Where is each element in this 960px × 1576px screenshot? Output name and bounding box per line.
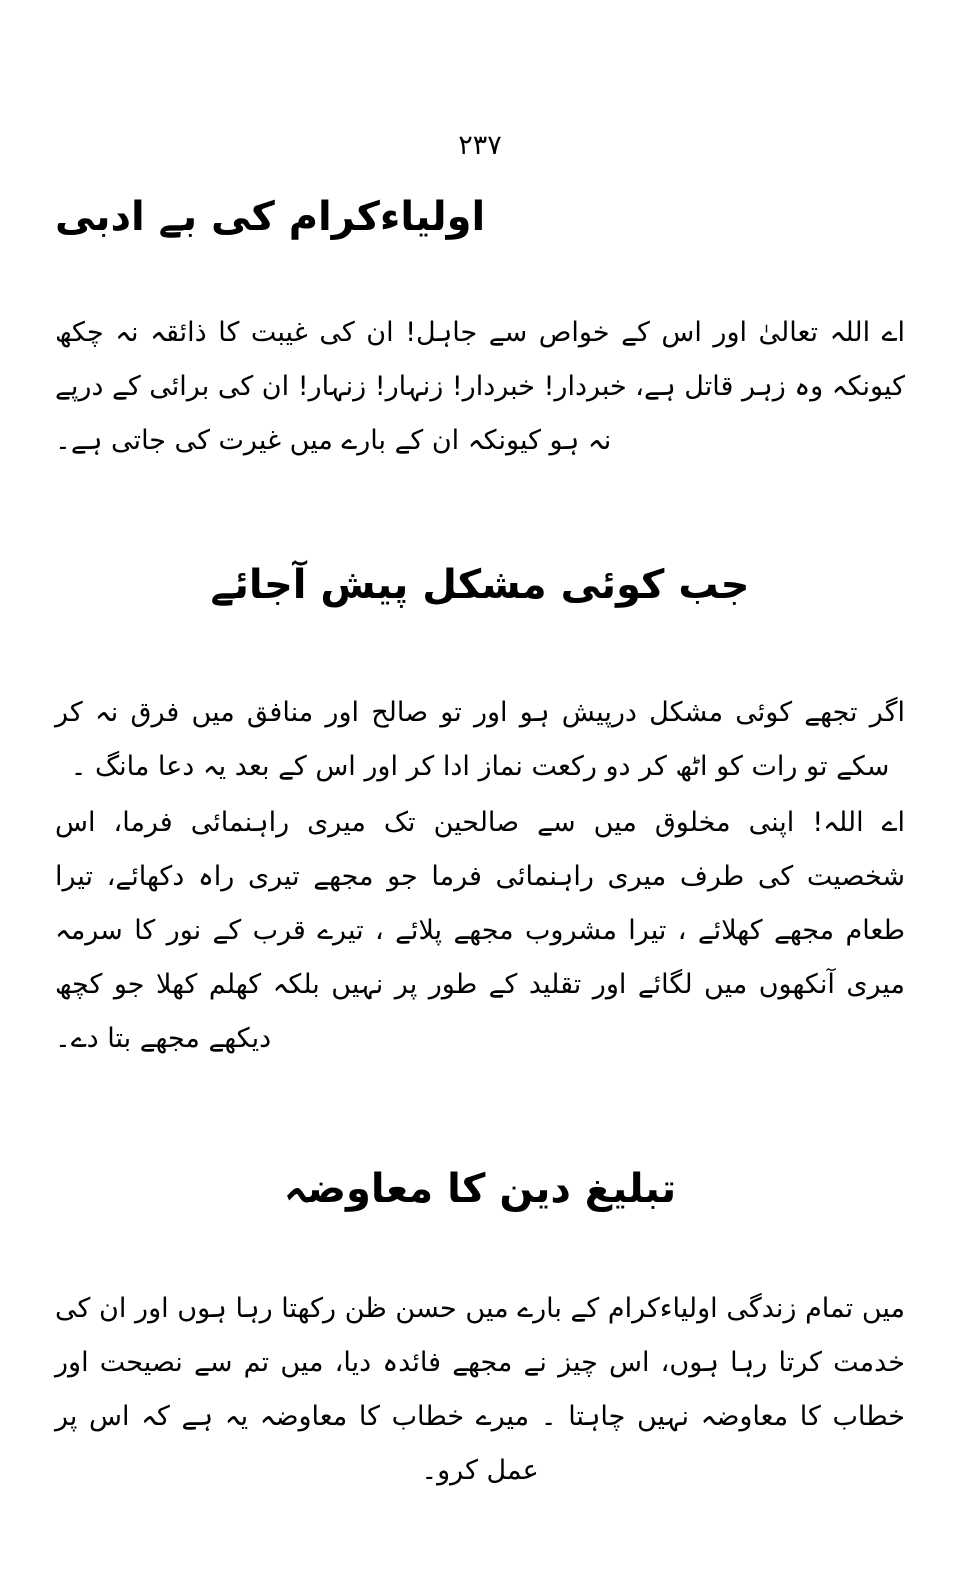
section-heading-jab-koi-mushkil: جب کوئی مشکل پیش آجائے (210, 562, 750, 608)
page-number: ٢٣٧ (458, 130, 502, 161)
section-3-paragraph-1: میں تمام زندگی اولیاءکرام کے بارے میں حسن ظن رکھتا رہا ہوں اور ان کی خدمت کرتا رہا ہوں، اس چیز نے مجھے فائدہ دیا، میں تم سے نصیحت اور خطاب کا معاوضہ نہیں چاہتا ۔ میرے خطاب کا معاوضہ یہ ہے کہ اس پر عمل کرو۔ (55, 1293, 905, 1486)
page-content (55, 180, 905, 1498)
section-2-paragraph-1: اگر تجھے کوئی مشکل درپیش ہو اور تو صالح اور منافق میں فرق نہ کر سکے تو رات کو اٹھ کر دو رکعت نماز ادا کر اور اس کے بعد یہ دعا مانگ ۔ (55, 697, 905, 782)
section-2-paragraph-2: اے اللہ! اپنی مخلوق میں سے صالحین تک میری راہنمائی فرما، اس شخصیت کی طرف میری راہنمائی فرما جو مجھے تیری راہ دکھائے، تیرا طعام مجھے کھلائے ، تیرا مشروب مجھے پلائے ، تیرے قرب کے نور کا سرمہ میری آنکھوں میں لگائے اور تقلید کے طور پر نہیں بلکہ کھلم کھلا جو کچھ دیکھے مجھے بتا دے۔ (55, 807, 905, 1054)
section-1-paragraph-1: اے اللہ تعالیٰ اور اس کے خواص سے جاہل! ان کی غیبت کا ذائقہ نہ چکھ کیونکہ وہ زہر قاتل ہے، خبردار! خبردار! زنہار! زنہار! ان کی برائی کے درپے نہ ہو کیونکہ ان کے بارے میں غیرت کی جاتی ہے۔ (55, 317, 905, 456)
section-heading-awliya-ki-beadabi: اولیاءکرام کی بے ادبی (55, 194, 486, 240)
section-heading-tableegh-e-deen-ka-muawza: تبلیغ دین کا معاوضہ (283, 1166, 677, 1212)
